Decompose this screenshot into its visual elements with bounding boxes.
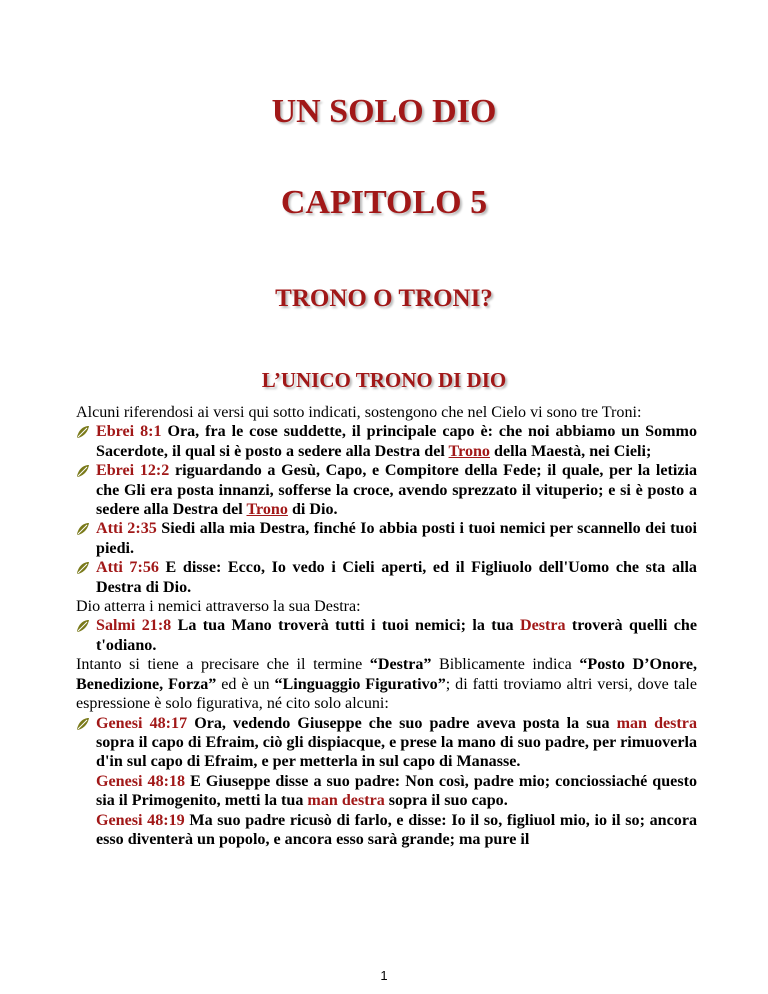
leaf-bullet-icon bbox=[76, 561, 90, 575]
verse-ref: Ebrei 12:2 bbox=[96, 462, 170, 480]
verse-ref: Atti 2:35 bbox=[96, 520, 157, 538]
body-text bbox=[76, 403, 697, 849]
page-number: 1 bbox=[380, 968, 388, 983]
verse-item: Atti 7:56 E disse: Ecco, Io vedo i Cieli aperti, ed il Figliuolo dell'Uomo che sta alla Destra di Dio. bbox=[76, 558, 697, 597]
paragraph-destra: Dio atterra i nemici attraverso la sua Destra: bbox=[76, 598, 361, 616]
verse-ref: Salmi 21:8 bbox=[96, 617, 172, 635]
chapter-title: CAPITOLO 5 bbox=[280, 184, 488, 221]
verse-continuation: Genesi 48:19 Ma suo padre ricusò di farlo, e disse: Io il so, figliuol mio, io il so; ancora esso diventerà un popolo, e ancora esso sarà grande; ma pure il bbox=[96, 811, 698, 848]
verse-ref: Genesi 48:19 bbox=[96, 811, 185, 829]
section-title: L’UNICO TRONO DI DIO bbox=[261, 368, 507, 392]
leaf-bullet-icon bbox=[76, 522, 90, 536]
leaf-bullet-icon bbox=[76, 717, 90, 731]
verse-item: Ebrei 12:2 riguardando a Gesù, Capo, e Compitore della Fede; il quale, per la letizia che Gli era posta innanzi, sofferse la croce, avendo sprezzato il vituperio; e si è posto a sedere alla Destra del Trono di Dio. bbox=[76, 461, 697, 519]
verse-item: Genesi 48:17 Ora, vedendo Giuseppe che suo padre aveva posta la sua man destra sopra il capo di Efraim, ciò gli dispiacque, e prese la mano di suo padre, per rimuoverla d'in sul capo di Efraim, e per metterla in sul capo di Manasse. bbox=[76, 714, 697, 772]
leaf-bullet-icon bbox=[76, 425, 90, 439]
highlight-word: Destra bbox=[519, 617, 566, 635]
main-title: UN SOLO DIO bbox=[271, 93, 497, 130]
verse-ref: Genesi 48:17 bbox=[96, 714, 188, 732]
highlight-word: Trono bbox=[246, 501, 288, 519]
intro-paragraph: Alcuni riferendosi ai versi qui sotto indicati, sostengono che nel Cielo vi sono tre Troni: bbox=[76, 404, 642, 421]
subtitle: TRONO O TRONI? bbox=[275, 285, 493, 312]
verse-item: Salmi 21:8 La tua Mano troverà tutti i tuoi nemici; la tua Destra troverà quelli che t'odiano. bbox=[76, 616, 697, 655]
verse-item: Atti 2:35 Siedi alla mia Destra, finché Io abbia posti i tuoi nemici per scannello dei tuoi piedi. bbox=[76, 519, 697, 558]
highlight-word: man destra bbox=[307, 792, 385, 810]
highlight-word: man destra bbox=[616, 714, 697, 732]
verse-ref: Atti 7:56 bbox=[96, 559, 159, 577]
leaf-bullet-icon bbox=[76, 619, 90, 633]
verse-item: Ebrei 8:1 Ora, fra le cose suddette, il principale capo è: che noi abbiamo un Sommo Sacerdote, il qual si è posto a sedere alla Destra del Trono della Maestà, nei Cieli; bbox=[76, 422, 697, 461]
leaf-bullet-icon bbox=[76, 464, 90, 478]
verse-ref: Ebrei 8:1 bbox=[96, 423, 162, 441]
verse-continuation: Genesi 48:18 E Giuseppe disse a suo padre: Non così, padre mio; conciossiaché questo sia il Primogenito, metti la tua man destra sopra il suo capo. bbox=[96, 772, 697, 810]
highlight-word: Trono bbox=[448, 442, 490, 460]
paragraph-figurative: Intanto si tiene a precisare che il termine “Destra” Biblicamente indica “Posto D’Onore, Benedizione, Forza” ed è un “Linguaggio Figurativo”; di fatti troviamo altri versi, dove tale espressione è solo figurativa, né cito solo alcuni: bbox=[76, 656, 697, 713]
verse-ref: Genesi 48:18 bbox=[96, 772, 186, 790]
